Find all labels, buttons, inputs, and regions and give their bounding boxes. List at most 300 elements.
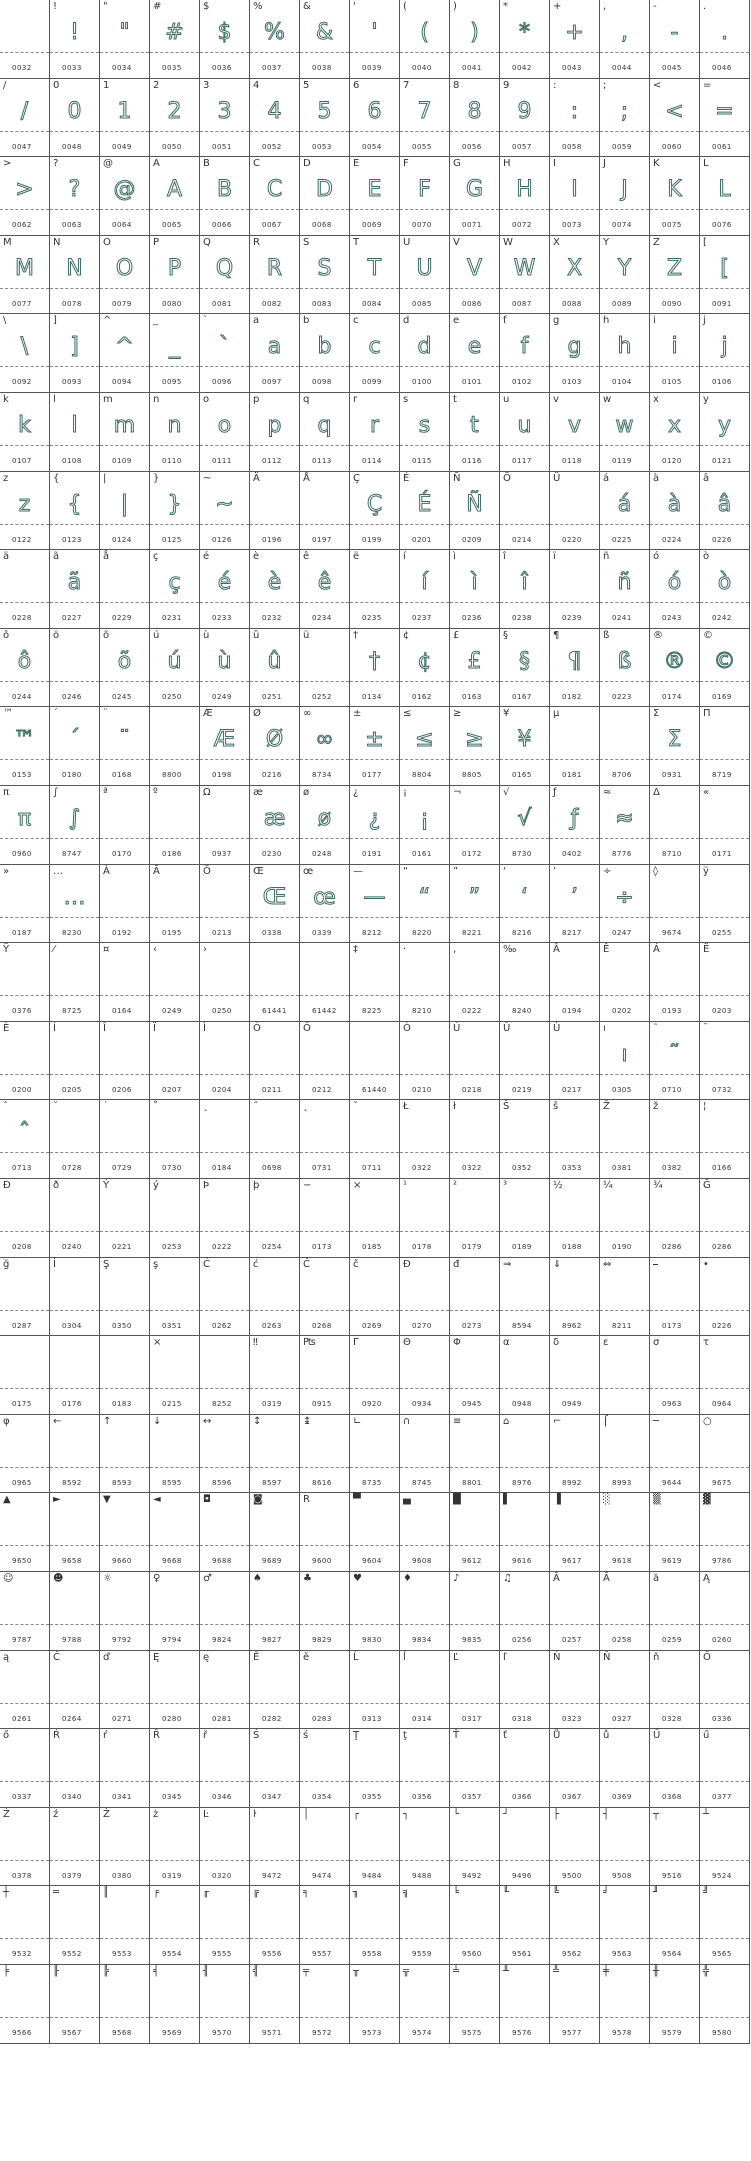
character-code: 8216 — [512, 928, 532, 937]
glyph-cell — [300, 393, 350, 472]
glyph-cell — [0, 1493, 50, 1572]
character-label: ╘ — [453, 1887, 460, 1899]
character-code: 9786 — [712, 1557, 732, 1566]
character-code: 0965 — [12, 1478, 32, 1487]
character-label: ] — [53, 315, 57, 327]
glyph-cell — [350, 79, 400, 158]
character-code: 0369 — [612, 1793, 632, 1802]
character-code: 0178 — [412, 1243, 432, 1251]
character-code: 9516 — [662, 1871, 682, 1880]
glyph-sample: õ — [117, 648, 132, 674]
glyph-cell — [500, 1336, 550, 1415]
character-label: ñ — [603, 551, 610, 563]
character-code: 0193 — [662, 1007, 682, 1016]
character-label: ╙ — [503, 1887, 510, 1899]
character-label: h — [603, 315, 610, 327]
glyph-cell — [700, 786, 750, 865]
character-label: * — [503, 1, 508, 12]
character-code: 0171 — [712, 850, 732, 858]
character-label: ≤ — [403, 708, 412, 720]
character-label: Ğ — [703, 1180, 711, 1191]
character-label: Ů — [553, 1730, 561, 1742]
character-code: 0210 — [412, 1085, 432, 1094]
character-label: Θ — [403, 1337, 411, 1349]
glyph-cell — [250, 1886, 300, 1965]
character-label: í — [403, 551, 406, 563]
character-label: Ş — [103, 1258, 110, 1270]
character-code: 0346 — [212, 1793, 232, 1802]
glyph-sample: û — [267, 648, 282, 674]
character-code: 9835 — [462, 1636, 482, 1644]
glyph-cell — [450, 393, 500, 472]
character-code: 0223 — [612, 692, 632, 701]
glyph-sample: ; — [620, 98, 629, 124]
character-label: ╞ — [3, 1966, 10, 1977]
character-label: ╫ — [653, 1966, 660, 1977]
glyph-cell — [0, 393, 50, 472]
character-code: 9616 — [512, 1557, 532, 1566]
character-code: 0112 — [262, 457, 282, 465]
character-label: 9 — [503, 79, 510, 91]
character-label: ö — [53, 629, 60, 641]
character-code: 0248 — [312, 850, 332, 858]
character-code: 0698 — [262, 1164, 282, 1173]
glyph-cell — [350, 1886, 400, 1965]
character-label: ã — [53, 551, 60, 563]
glyph-sample: g — [567, 334, 582, 360]
glyph-cell — [100, 1729, 150, 1808]
character-label: C — [253, 158, 260, 170]
character-label: ě — [303, 1651, 310, 1663]
character-code: 0252 — [312, 692, 332, 701]
glyph-cell — [400, 1022, 450, 1101]
glyph-cell — [250, 157, 300, 236]
glyph-sample: $ — [217, 20, 232, 45]
glyph-sample: ¶ — [567, 648, 582, 674]
glyph-cell — [150, 786, 200, 865]
glyph-cell — [250, 0, 300, 79]
glyph-sample: ¿ — [368, 806, 381, 831]
character-label: e — [453, 315, 460, 327]
glyph-cell — [450, 1808, 500, 1887]
character-label: ☼ — [103, 1573, 112, 1584]
character-code: 0189 — [512, 1243, 532, 1251]
character-label: ™ — [3, 708, 13, 720]
glyph-cell — [600, 943, 650, 1022]
character-label: 1 — [103, 79, 110, 91]
glyph-sample: ( — [420, 20, 429, 45]
glyph-cell — [350, 1729, 400, 1808]
character-code: 9834 — [412, 1636, 432, 1644]
glyph-cell — [300, 550, 350, 629]
character-label: Ÿ — [3, 944, 10, 956]
character-label: ê — [303, 551, 310, 563]
character-code: 0250 — [162, 692, 182, 701]
character-code: 0197 — [312, 535, 332, 544]
glyph-cell — [400, 79, 450, 158]
glyph-cell — [200, 1965, 250, 2044]
character-label: M — [3, 236, 12, 248]
glyph-cell — [550, 472, 600, 551]
glyph-cell — [50, 79, 100, 158]
character-code: 0163 — [462, 692, 482, 701]
glyph-cell — [400, 1100, 450, 1179]
character-code: 9675 — [712, 1478, 732, 1487]
glyph-sample: S — [317, 255, 332, 281]
character-label: 4 — [253, 79, 260, 91]
glyph-sample: & — [315, 20, 334, 45]
character-label: ⌐ — [553, 1415, 562, 1427]
character-code: 0246 — [62, 692, 82, 701]
character-code: 0058 — [562, 142, 582, 151]
character-label: ♂ — [203, 1573, 212, 1584]
character-code: 0107 — [12, 457, 32, 465]
glyph-cell — [700, 629, 750, 708]
character-code: 8962 — [562, 1321, 582, 1330]
character-label: Í — [53, 1022, 56, 1034]
glyph-cell — [700, 1258, 750, 1337]
character-code: 0205 — [62, 1085, 82, 1094]
character-label: Š — [503, 1101, 510, 1113]
glyph-cell — [300, 1651, 350, 1730]
character-code: 0120 — [662, 457, 682, 465]
character-code: 0185 — [362, 1243, 382, 1251]
character-code: 0172 — [462, 850, 482, 858]
glyph-sample: q — [317, 413, 332, 438]
character-code: 9604 — [362, 1557, 382, 1566]
glyph-cell — [600, 472, 650, 551]
character-code: 0062 — [12, 221, 32, 230]
character-code: 8217 — [562, 928, 582, 937]
character-code: 0402 — [562, 850, 582, 858]
glyph-cell — [500, 0, 550, 79]
character-code: 61440 — [362, 1085, 387, 1094]
glyph-cell — [700, 1808, 750, 1887]
glyph-cell — [200, 236, 250, 315]
glyph-cell — [350, 943, 400, 1022]
character-label: █ — [453, 1494, 461, 1506]
glyph-cell — [400, 865, 450, 944]
glyph-cell — [250, 865, 300, 944]
glyph-sample: d — [417, 334, 432, 360]
glyph-cell — [700, 79, 750, 158]
character-code: 8801 — [462, 1478, 482, 1487]
glyph-cell — [50, 393, 100, 472]
character-label: õ — [103, 629, 110, 641]
character-label: ş — [153, 1258, 159, 1270]
character-code: 0108 — [62, 457, 82, 465]
glyph-cell — [0, 1886, 50, 1965]
character-label: ď — [103, 1651, 110, 1663]
glyph-cell — [550, 1100, 600, 1179]
glyph-cell — [350, 1100, 400, 1179]
character-label: ć — [253, 1258, 259, 1270]
glyph-cell — [200, 472, 250, 551]
character-label: à — [653, 472, 660, 484]
character-label: R — [253, 236, 260, 248]
character-code: 9472 — [262, 1871, 282, 1880]
character-label: Ź — [3, 1808, 10, 1820]
glyph-cell — [150, 1965, 200, 2044]
character-label: ╨ — [503, 1966, 510, 1977]
character-code: 8776 — [612, 850, 632, 858]
glyph-cell — [200, 1100, 250, 1179]
glyph-cell — [450, 157, 500, 236]
glyph-cell — [200, 1022, 250, 1101]
glyph-cell — [650, 1886, 700, 1965]
character-label: ô — [3, 629, 10, 641]
glyph-sample: 5 — [317, 98, 332, 124]
character-code: 0211 — [262, 1085, 282, 1094]
glyph-cell — [450, 1572, 500, 1651]
character-label: " — [103, 1, 108, 12]
glyph-sample: Œ — [262, 884, 287, 910]
character-code: 0339 — [312, 928, 332, 937]
character-label: À — [103, 865, 110, 877]
character-code: 0367 — [562, 1793, 582, 1802]
character-label: Ü — [553, 472, 561, 484]
character-code: 0234 — [312, 614, 332, 623]
character-label: ╠ — [103, 1966, 110, 1977]
character-code: 0066 — [212, 221, 232, 230]
character-code: 9565 — [712, 1950, 732, 1959]
character-code: 0227 — [62, 614, 82, 623]
glyph-cell — [50, 707, 100, 786]
glyph-cell — [250, 236, 300, 315]
character-code: 0920 — [362, 1400, 382, 1409]
character-code: 0281 — [212, 1714, 232, 1723]
character-code: 9619 — [662, 1557, 682, 1566]
glyph-sample: z — [18, 491, 31, 517]
glyph-sample: t — [470, 413, 479, 438]
character-code: 0162 — [412, 692, 432, 701]
character-code: 9567 — [62, 2029, 82, 2037]
glyph-cell — [500, 943, 550, 1022]
character-code: 0380 — [112, 1871, 132, 1880]
glyph-cell — [0, 1336, 50, 1415]
character-label: ⇓ — [553, 1258, 562, 1270]
character-code: 9792 — [112, 1636, 132, 1644]
character-label: Ą — [703, 1573, 710, 1584]
glyph-sample: , — [621, 20, 628, 45]
glyph-cell — [600, 550, 650, 629]
character-code: 0181 — [562, 771, 582, 780]
glyph-cell — [100, 550, 150, 629]
character-code: 0254 — [262, 1243, 282, 1251]
character-code: 0271 — [112, 1714, 132, 1723]
character-label: ¹ — [403, 1180, 408, 1191]
glyph-cell — [300, 865, 350, 944]
glyph-sample: á — [617, 491, 632, 517]
character-label: j — [703, 315, 706, 327]
character-label: N — [53, 236, 61, 248]
glyph-cell — [50, 1965, 100, 2044]
glyph-sample: ? — [68, 177, 81, 203]
glyph-sample: D — [316, 177, 333, 203]
character-label: ╦ — [403, 1966, 410, 1977]
character-code: 0937 — [212, 850, 232, 858]
glyph-cell — [650, 157, 700, 236]
glyph-sample: y — [717, 413, 732, 438]
glyph-sample: M — [15, 255, 34, 281]
glyph-cell — [150, 1493, 200, 1572]
character-code: 0125 — [162, 535, 182, 544]
character-code: 8719 — [712, 771, 732, 780]
glyph-cell — [700, 943, 750, 1022]
glyph-cell — [250, 1179, 300, 1258]
character-label: Γ — [353, 1337, 359, 1349]
character-label: ╜ — [653, 1887, 660, 1899]
glyph-sample: ` — [219, 334, 230, 360]
character-code: 8240 — [512, 1007, 532, 1016]
character-code: 0352 — [512, 1164, 532, 1173]
glyph-sample: Z — [666, 255, 683, 281]
glyph-sample: Q — [215, 255, 234, 281]
glyph-cell — [50, 1336, 100, 1415]
glyph-cell — [250, 1729, 300, 1808]
glyph-sample: _ — [169, 334, 180, 360]
character-label: ť — [503, 1730, 507, 1742]
character-label: ≈ — [603, 787, 612, 798]
character-label: Ť — [453, 1730, 460, 1742]
character-code: 0174 — [662, 692, 682, 701]
character-code: 0109 — [112, 457, 132, 465]
character-label: ą — [3, 1651, 10, 1663]
character-label: ò — [703, 551, 710, 563]
glyph-cell — [500, 1493, 550, 1572]
glyph-cell — [450, 1179, 500, 1258]
character-code: 9573 — [362, 2029, 382, 2037]
character-label: Œ — [253, 865, 264, 877]
character-code: 0257 — [562, 1636, 582, 1644]
character-label: @ — [103, 158, 113, 170]
character-code: 0115 — [412, 457, 432, 465]
character-label: İ — [53, 1258, 56, 1270]
character-code: 0964 — [712, 1400, 732, 1409]
glyph-sample: F — [418, 177, 431, 203]
glyph-cell — [650, 1100, 700, 1179]
character-code: 0222 — [462, 1007, 482, 1016]
character-code: 0337 — [12, 1793, 32, 1802]
character-label: # — [153, 1, 162, 12]
glyph-cell — [250, 79, 300, 158]
character-code: 0169 — [712, 692, 732, 701]
character-label: · — [403, 944, 407, 956]
glyph-sample: ® — [663, 648, 686, 674]
character-label: F — [403, 158, 409, 170]
glyph-cell — [200, 550, 250, 629]
character-code: 0118 — [562, 457, 582, 465]
character-code: 9557 — [312, 1950, 332, 1959]
character-code: 0077 — [12, 299, 32, 308]
glyph-sample: œ — [313, 884, 336, 910]
glyph-cell — [700, 1022, 750, 1101]
character-code: 8597 — [262, 1478, 282, 1487]
character-code: 0239 — [562, 614, 582, 623]
glyph-cell — [600, 0, 650, 79]
glyph-cell — [200, 1651, 250, 1730]
glyph-sample: B — [216, 177, 233, 203]
character-label: ł — [453, 1101, 456, 1113]
character-code: 9562 — [562, 1950, 582, 1959]
glyph-cell — [650, 943, 700, 1022]
glyph-cell — [0, 472, 50, 551]
glyph-cell — [450, 1258, 500, 1337]
character-label: w — [603, 394, 612, 405]
glyph-cell — [300, 157, 350, 236]
character-code: 9829 — [312, 1636, 332, 1644]
character-code: 8616 — [312, 1478, 332, 1487]
glyph-cell — [300, 472, 350, 551]
character-label: Σ — [653, 708, 660, 720]
character-label: Ň — [603, 1651, 611, 1663]
character-label: ◙ — [253, 1494, 263, 1506]
glyph-cell — [450, 1415, 500, 1494]
character-code: 9500 — [562, 1871, 582, 1880]
character-code: 9612 — [462, 1557, 482, 1566]
character-code: 9577 — [562, 2029, 582, 2037]
character-code: 0078 — [62, 299, 82, 308]
character-code: 0304 — [62, 1321, 82, 1330]
character-code: 0244 — [12, 692, 32, 701]
character-label: ↔ — [203, 1415, 212, 1427]
character-code: 9689 — [262, 1557, 282, 1566]
glyph-cell — [0, 1808, 50, 1887]
glyph-cell — [650, 1179, 700, 1258]
character-label: % — [253, 1, 263, 12]
glyph-cell — [700, 1572, 750, 1651]
character-label: ♠ — [253, 1573, 262, 1584]
glyph-cell — [350, 472, 400, 551]
glyph-cell — [700, 1886, 750, 1965]
character-label: ¨ — [103, 708, 108, 720]
character-label: ˛ — [303, 1101, 308, 1113]
character-label: δ — [553, 1337, 560, 1349]
glyph-sample: ñ — [617, 570, 632, 596]
character-code: 0224 — [662, 535, 682, 544]
glyph-cell — [400, 1886, 450, 1965]
character-code: 0173 — [312, 1243, 332, 1251]
character-code: 0226 — [712, 535, 732, 544]
glyph-sample: π — [17, 806, 32, 831]
character-label: 6 — [353, 79, 360, 91]
character-label: q — [303, 394, 310, 405]
character-code: 0056 — [462, 142, 482, 151]
glyph-cell — [100, 1808, 150, 1887]
character-code: 0729 — [112, 1164, 132, 1173]
glyph-cell — [650, 1493, 700, 1572]
glyph-cell — [500, 550, 550, 629]
glyph-sample: à — [667, 491, 682, 517]
character-code: 0198 — [212, 771, 232, 780]
glyph-sample: § — [519, 648, 530, 674]
character-label: ⌠ — [603, 1415, 609, 1427]
glyph-cell — [50, 1100, 100, 1179]
character-label: ¾ — [653, 1180, 663, 1191]
character-code: 0711 — [362, 1164, 382, 1173]
character-code: 0044 — [612, 64, 632, 72]
glyph-cell — [300, 1100, 350, 1179]
character-code: 0232 — [262, 614, 282, 623]
glyph-sample: £ — [467, 648, 482, 674]
glyph-cell — [150, 550, 200, 629]
character-label: Φ — [453, 1337, 461, 1349]
glyph-cell — [300, 0, 350, 79]
glyph-sample: ‘ — [521, 884, 528, 910]
character-label: × — [153, 1337, 162, 1349]
character-label: L — [703, 158, 709, 170]
character-label: Ö — [503, 472, 511, 484]
